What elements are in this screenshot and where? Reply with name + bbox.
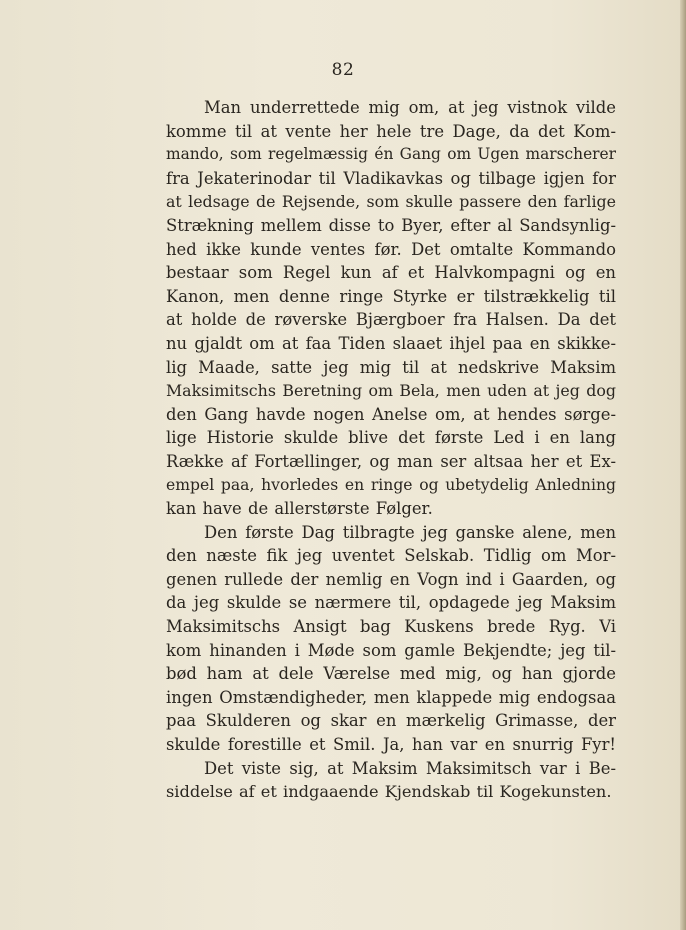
text-line: mando, som regelmæssig én Gang om Ugen marscherer bbox=[166, 145, 616, 164]
text-line: Maksimitschs Beretning om Bela, men uden at jeg dog bbox=[166, 381, 616, 401]
text-line: da jeg skulde se nærmere til, opdagede jeg Maksim bbox=[166, 593, 616, 613]
text-line: fra Jekaterinodar til Vladikavkas og tilbage igjen for bbox=[166, 168, 616, 188]
text-line: komme til at vente her hele tre Dage, da det Kom- bbox=[166, 121, 616, 141]
text-line: empel paa, hvorledes en ringe og ubetydelig Anledning bbox=[166, 475, 616, 494]
text-line: at ledsage de Rejsende, som skulle passere den farlige bbox=[166, 192, 616, 212]
text-line: Række af Fortællinger, og man ser altsaa her et Ex- bbox=[166, 451, 616, 471]
text-line: den næste fik jeg uventet Selskab. Tidlig om Mor- bbox=[166, 546, 616, 566]
text-line: at holde de røverske Bjærgboer fra Halsen. Da det bbox=[166, 310, 616, 330]
text-line: genen rullede der nemlig en Vogn ind i Gaarden, og bbox=[166, 569, 616, 589]
page-number: 82 bbox=[331, 60, 355, 80]
text-line: lige Historie skulde blive det første Led i en lang bbox=[166, 428, 616, 448]
text-line: den Gang havde nogen Anelse om, at hendes sørge- bbox=[166, 404, 616, 424]
text-line: Kanon, men denne ringe Styrke er tilstrækkelig til bbox=[166, 286, 616, 306]
page-edge bbox=[680, 0, 686, 930]
text-line: Maksimitschs Ansigt bag Kuskens brede Ryg. Vi bbox=[166, 617, 616, 637]
text-line: Det viste sig, at Maksim Maksimitsch var i Be- bbox=[204, 758, 616, 778]
text-line: nu gjaldt om at faa Tiden slaaet ihjel paa en skikke- bbox=[166, 333, 616, 353]
text-line: skulde forestille et Smil. Ja, han var en snurrig Fyr! bbox=[166, 735, 616, 755]
text-line: bød ham at dele Værelse med mig, og han gjorde bbox=[166, 664, 616, 684]
text-line: Den første Dag tilbragte jeg ganske alene, men bbox=[204, 522, 616, 542]
text-line: paa Skulderen og skar en mærkelig Grimasse, der bbox=[166, 711, 616, 731]
body-text bbox=[166, 96, 616, 804]
text-line: kan have de allerstørste Følger. bbox=[166, 499, 433, 519]
text-line: kom hinanden i Møde som gamle Bekjendte; jeg til- bbox=[166, 640, 616, 660]
text-line: lig Maade, satte jeg mig til at nedskrive Maksim bbox=[166, 357, 616, 377]
text-line: siddelse af et indgaaende Kjendskab til Kogekunsten. bbox=[166, 782, 612, 802]
text-line: bestaar som Regel kun af et Halvkompagni og en bbox=[166, 263, 616, 283]
text-line: Man underrettede mig om, at jeg vistnok vilde bbox=[204, 98, 616, 117]
text-line: ingen Omstændigheder, men klappede mig endogsaa bbox=[166, 687, 616, 707]
text-line: Strækning mellem disse to Byer, efter al Sandsynlig- bbox=[166, 215, 616, 235]
text-line: hed ikke kunde ventes før. Det omtalte Kommando bbox=[166, 239, 616, 259]
